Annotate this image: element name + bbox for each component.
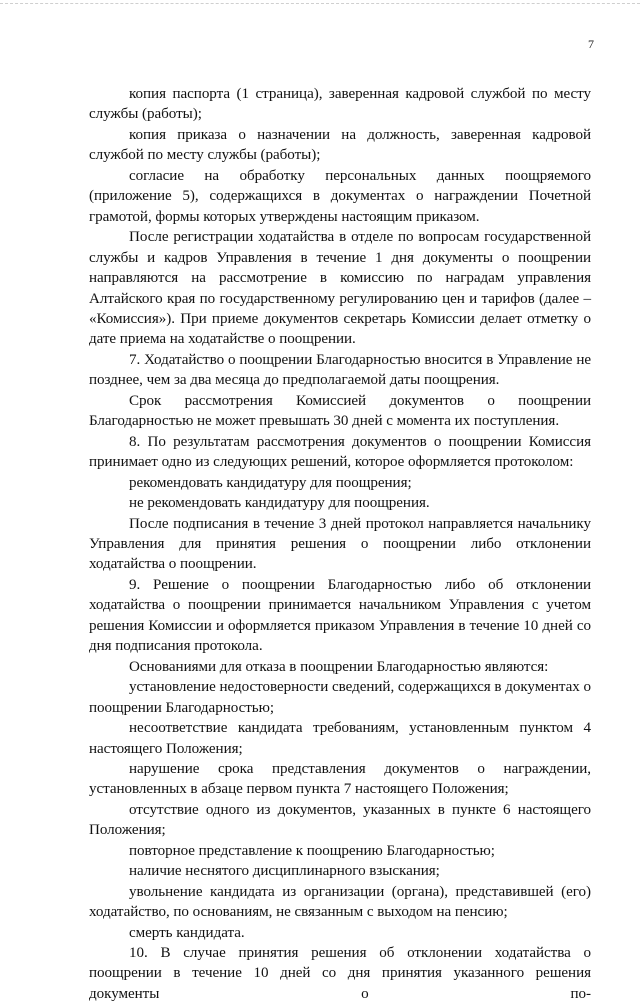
paragraph-ground-unreliable-info: установление недостоверности сведений, содержащихся в документах о поощрении Благодарностью; bbox=[89, 679, 591, 716]
scan-top-edge bbox=[0, 3, 640, 4]
paragraph-protocol-forwarding: После подписания в течение 3 дней протокол направляется начальнику Управления для принятия решения о поощрении либо отклонении ходатайства о поощрении. bbox=[89, 515, 591, 573]
paragraph-review-period: Срок рассмотрения Комиссией документов о поощрении Благодарностью не может превышать 30 дней с момента их поступления. bbox=[89, 392, 591, 430]
paragraph-clause-10: 10. В случае принятия решения об отклонении ходатайства о поощрении в течение 10 дней со дня принятия указанного решения документы о по- bbox=[89, 945, 591, 1002]
paragraph-ground-deadline-violation: нарушение срока представления документов о награждении, установленных в абзаце первом пункта 7 настоящего Положения; bbox=[89, 760, 591, 798]
paragraph-ground-missing-document: отсутствие одного из документов, указанных в пункте 6 настоящего Положения; bbox=[89, 801, 591, 839]
paragraph-decision-not-recommend: не рекомендовать кандидатуру для поощрения. bbox=[129, 495, 430, 512]
paragraph-clause-8: 8. По результатам рассмотрения документов о поощрении Комиссия принимает одно из следующих решений, которое оформляется протоколом: bbox=[89, 433, 591, 471]
page-number: 7 bbox=[588, 37, 594, 51]
paragraph-personal-data-consent: согласие на обработку персональных данных поощряемого (приложение 5), содержащихся в документах о награждении Почетной грамотой, формы которых утверждены настоящим приказом. bbox=[89, 167, 591, 225]
paragraph-ground-disciplinary-penalty: наличие неснятого дисциплинарного взыскания; bbox=[129, 863, 440, 880]
paragraph-ground-requirements-mismatch: несоответствие кандидата требованиям, установленным пунктом 4 настоящего Положения; bbox=[89, 720, 591, 757]
paragraph-decision-recommend: рекомендовать кандидатуру для поощрения; bbox=[129, 474, 412, 491]
paragraph-ground-repeat-nomination: повторное представление к поощрению Благодарностью; bbox=[129, 842, 495, 859]
paragraph-ground-dismissal: увольнение кандидата из организации (органа), представившей (его) ходатайство, по основаниям, не связанным с выходом на пенсию; bbox=[89, 883, 591, 921]
paragraph-passport-copy: копия паспорта (1 страница), заверенная кадровой службой по месту службы (работы); bbox=[89, 86, 591, 123]
paragraph-clause-9: 9. Решение о поощрении Благодарностью либо об отклонении ходатайства о поощрении принимается начальником Управления с учетом решения Комиссии и оформляется приказом Управления в течение 10 дней со дня подписания протокола. bbox=[89, 576, 591, 655]
document-body bbox=[89, 84, 591, 1004]
paragraph-ground-death: смерть кандидата. bbox=[129, 924, 245, 941]
paragraph-clause-7: 7. Ходатайство о поощрении Благодарностью вносится в Управление не позднее, чем за два месяца до предполагаемой даты поощрения. bbox=[89, 351, 591, 389]
paragraph-registration-procedure: После регистрации ходатайства в отделе по вопросам государственной службы и кадров Управления в течение 1 дня документы о поощрении направляются на рассмотрение в комиссию по наградам управления Алтайского края по государственному регулированию цен и тарифов (далее – «Комиссия»). При приеме документов секретарь Комиссии делает отметку о дате приема на ходатайстве о поощрении. bbox=[89, 229, 591, 348]
paragraph-appointment-order-copy: копия приказа о назначении на должность, заверенная кадровой службой по месту службы (работы); bbox=[89, 126, 591, 164]
paragraph-refusal-grounds-intro: Основаниями для отказа в поощрении Благодарностью являются: bbox=[129, 658, 549, 675]
